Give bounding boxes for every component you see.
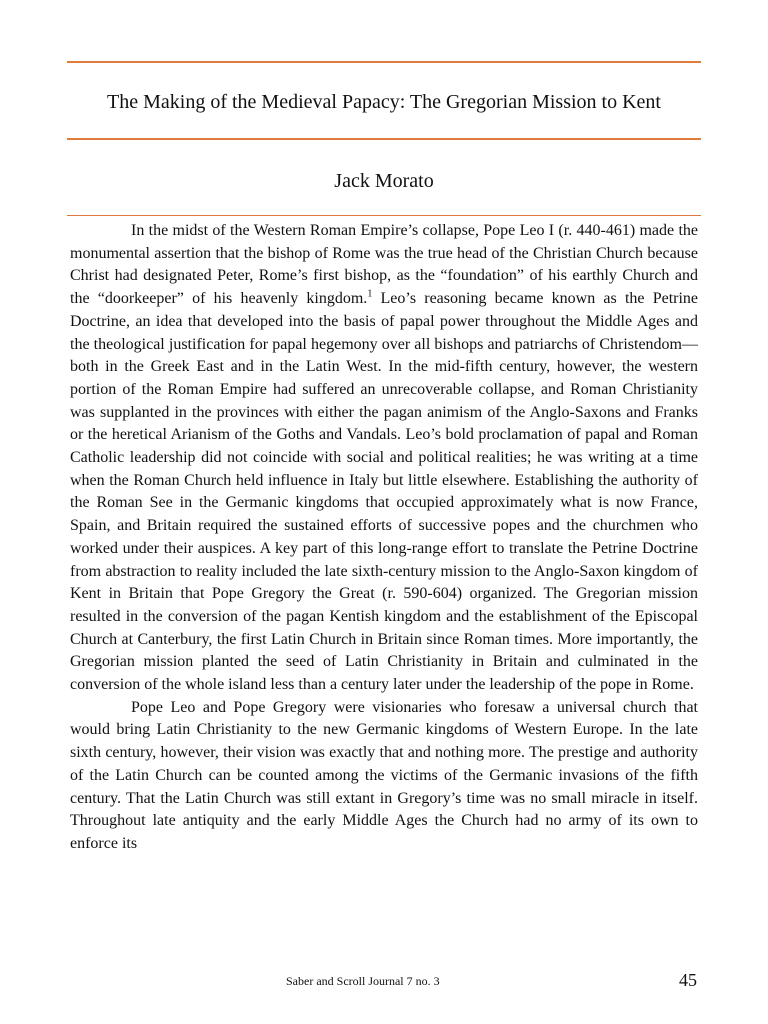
body-paragraph [70, 220, 698, 697]
author-divider [67, 215, 701, 216]
journal-footer: Saber and Scroll Journal 7 no. 3 [286, 974, 440, 988]
author-name: Jack Morato [334, 170, 434, 192]
page-number: 45 [679, 970, 697, 990]
paragraph-text: Leo’s reasoning became known as the Petrine Doctrine, an idea that developed into the basis of papal power throughout the Middle Ages and the theological justification for papal hegemony over all bishops and patriarchs of Christendom—both in the Greek East and in the Latin West. In the mid-fifth century, however, the western portion of the Roman Empire had suffered an unrecoverable collapse, and Roman Christianity was supplanted in the provinces with either the pagan animism of the Anglo-Saxons and Franks or the heretical Arianism of the Goths and Vandals. Leo’s bold proclamation of papal and Roman Catholic leadership did not coincide with social and political realities; he was writing at a time when the Roman Church held influence in Italy but little elsewhere. Establishing the authority of the Roman See in the Germanic kingdoms that occupied approximately what is now France, Spain, and Britain required the sustained efforts of successive popes and the churchmen who worked under their auspices. A key part of this long-range effort to translate the Petrine Doctrine from abstraction to reality included the late sixth-century mission to the Anglo-Saxon kingdom of Kent in Britain that Pope Gregory the Great (r. 590-604) organized. The Gregorian mission resulted in the conversion of the pagan Kentish kingdom and the establishment of the Episcopal Church at Canterbury, the first Latin Church in Britain since Roman times. More importantly, the Gregorian mission planted the seed of Latin Christianity in Britain and culminated in the conversion of the whole island less than a century later under the leadership of the pope in Rome. [70, 290, 699, 694]
top-divider [67, 61, 701, 63]
article-title: The Making of the Medieval Papacy: The Gregorian Mission to Kent [107, 91, 661, 113]
title-divider [67, 138, 701, 140]
body-paragraph: Pope Leo and Pope Gregory were visionaries who foresaw a universal church that would bring Latin Christianity to the new Germanic kingdoms of Western Europe. In the late sixth century, however, their vision was exactly that and nothing more. The prestige and authority of the Latin Church can be counted among the victims of the Germanic invasions of the fifth century. That the Latin Church was still extant in Gregory’s time was no small miracle in itself. Throughout late antiquity and the early Middle Ages the Church had no army of its own to enforce its [70, 698, 698, 852]
footnote-marker[interactable]: 1 [367, 288, 373, 300]
paragraph-text: In the midst of the Western Roman Empire’s collapse, Pope Leo I (r. 440-461) made the monumental assertion that the bishop of Rome was the true head of the Christian Church because Christ had designated Peter, Rome’s first bishop, as the “foundation” of his earthly Church and the “doorkeeper” of his heavenly kingdom. [70, 222, 698, 308]
article-body [70, 220, 698, 856]
